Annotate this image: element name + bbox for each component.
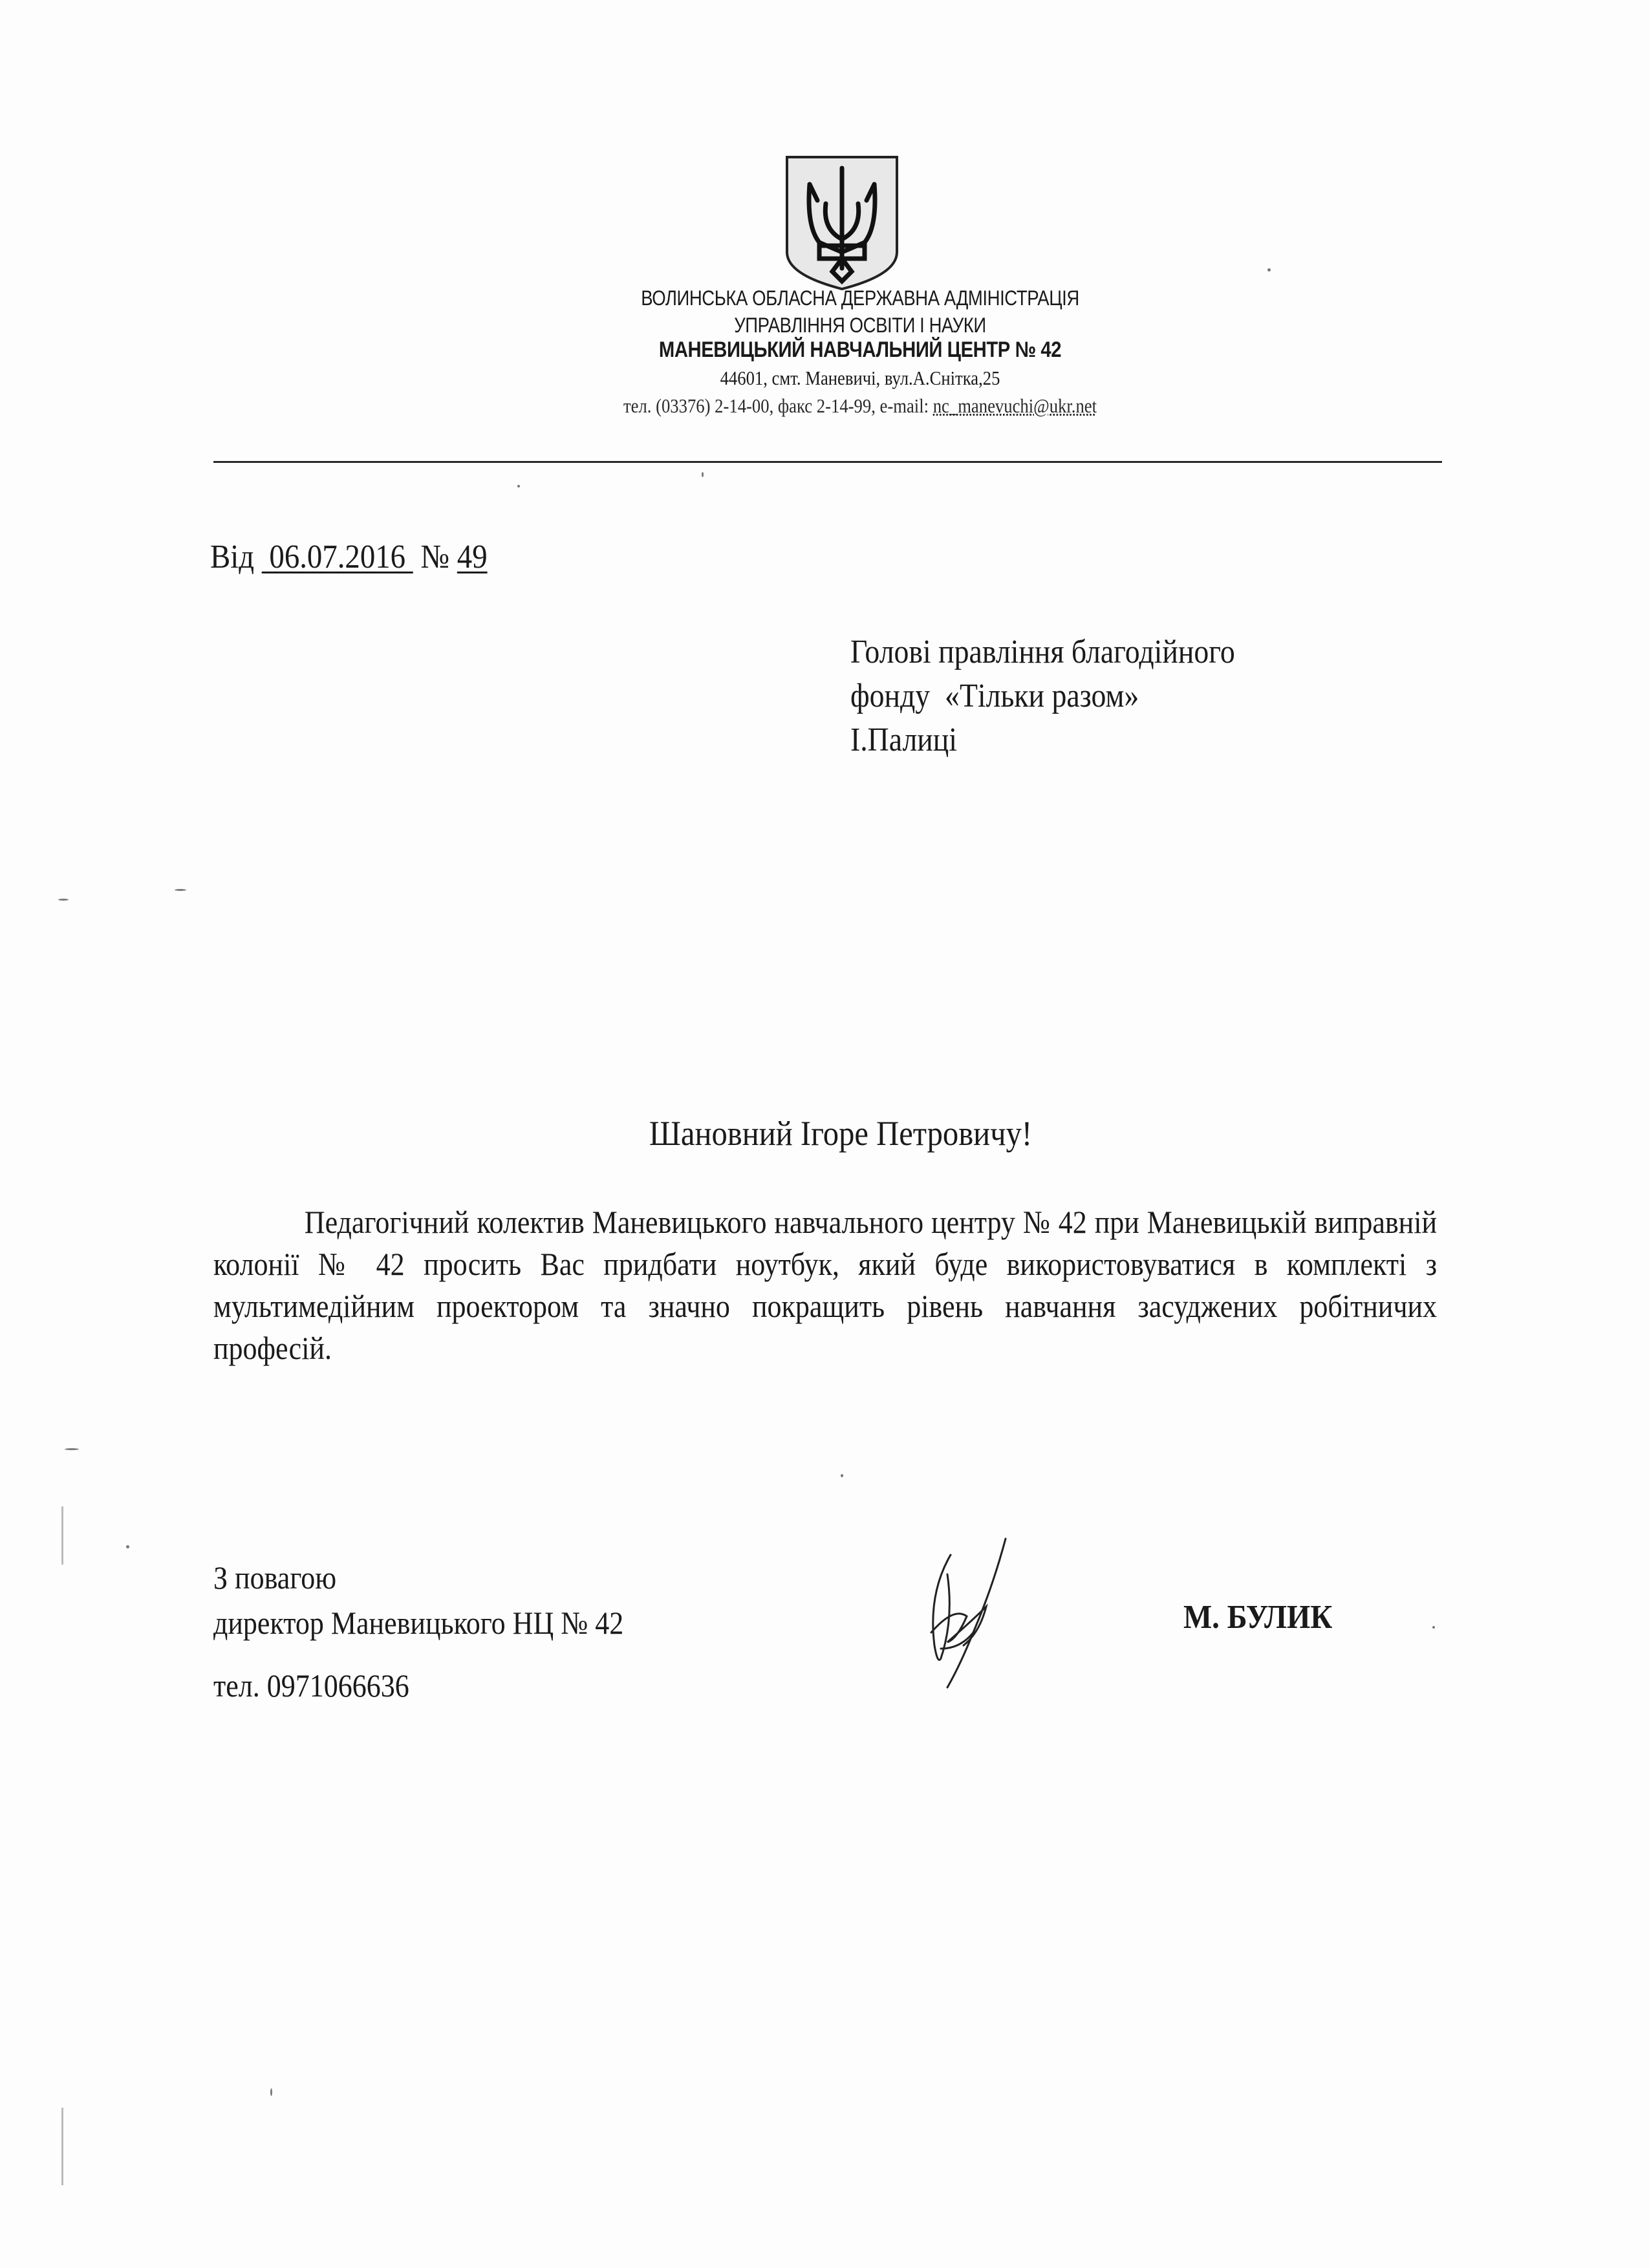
email-link[interactable]: nc_manevuchi@ukr.net (932, 394, 1097, 417)
scan-speck (270, 2088, 272, 2096)
scan-edge-mark (61, 1506, 63, 1565)
from-label: Від (210, 539, 255, 575)
letterhead-address: 44601, смт. Маневичі, вул.А.Снітка,25 (720, 367, 1000, 389)
signer-name: М. БУЛИК (1183, 1599, 1333, 1636)
contact-phone: тел. 0971066636 (213, 1667, 409, 1704)
addressee-line: І.Палиці (850, 722, 957, 758)
closing-regards: З повагою (213, 1559, 337, 1596)
letter-date: 06.07.2016 (269, 539, 406, 575)
handwritten-signature-icon (902, 1535, 1044, 1691)
salutation: Шановний Ігоре Петровичу! (649, 1114, 1033, 1153)
addressee-line: Голові правління благодійного (850, 634, 1235, 670)
letterhead-organization: МАНЕВИЦЬКИЙ НАВЧАЛЬНИЙ ЦЕНТР № 42 (658, 337, 1062, 362)
scan-edge-mark (61, 2108, 63, 2185)
scan-speck (58, 899, 69, 901)
letterhead-contacts (120, 394, 1600, 418)
number-label: № (420, 539, 450, 575)
letterhead-divider (213, 461, 1442, 463)
letter-body: Педагогічний колектив Маневицького навчального центру № 42 при Маневицькій виправній колонії № 42 просить Вас придбати ноутбук, який буде використовуватися в комплекті з мультимедійним проектором та значно покращить рівень навчання засуджених робітничих професій. (213, 1204, 1437, 1366)
contacts-text: тел. (03376) 2-14-00, факс 2-14-99, e-mail: (623, 394, 933, 417)
scan-speck (517, 485, 520, 487)
scan-speck (126, 1545, 129, 1548)
scan-speck (175, 889, 186, 891)
scan-speck (65, 1448, 79, 1450)
letterhead-department: УПРАВЛІННЯ ОСВІТИ І НАУКИ (734, 314, 986, 337)
addressee-line: фонду «Тільки разом» (850, 678, 1139, 714)
scan-speck (1432, 1626, 1435, 1629)
letterhead-administration: ВОЛИНСЬКА ОБЛАСНА ДЕРЖАВНА АДМІНІСТРАЦІЯ (641, 286, 1079, 310)
scan-speck (702, 472, 704, 477)
reference-line (210, 538, 488, 576)
addressee-block (850, 630, 1235, 762)
trident-emblem-icon (784, 155, 900, 291)
scan-speck (841, 1474, 843, 1477)
scan-speck (1267, 268, 1271, 272)
letter-number: 49 (457, 539, 488, 575)
signer-title: директор Маневицького НЦ № 42 (213, 1605, 624, 1641)
closing-block (213, 1555, 623, 1645)
